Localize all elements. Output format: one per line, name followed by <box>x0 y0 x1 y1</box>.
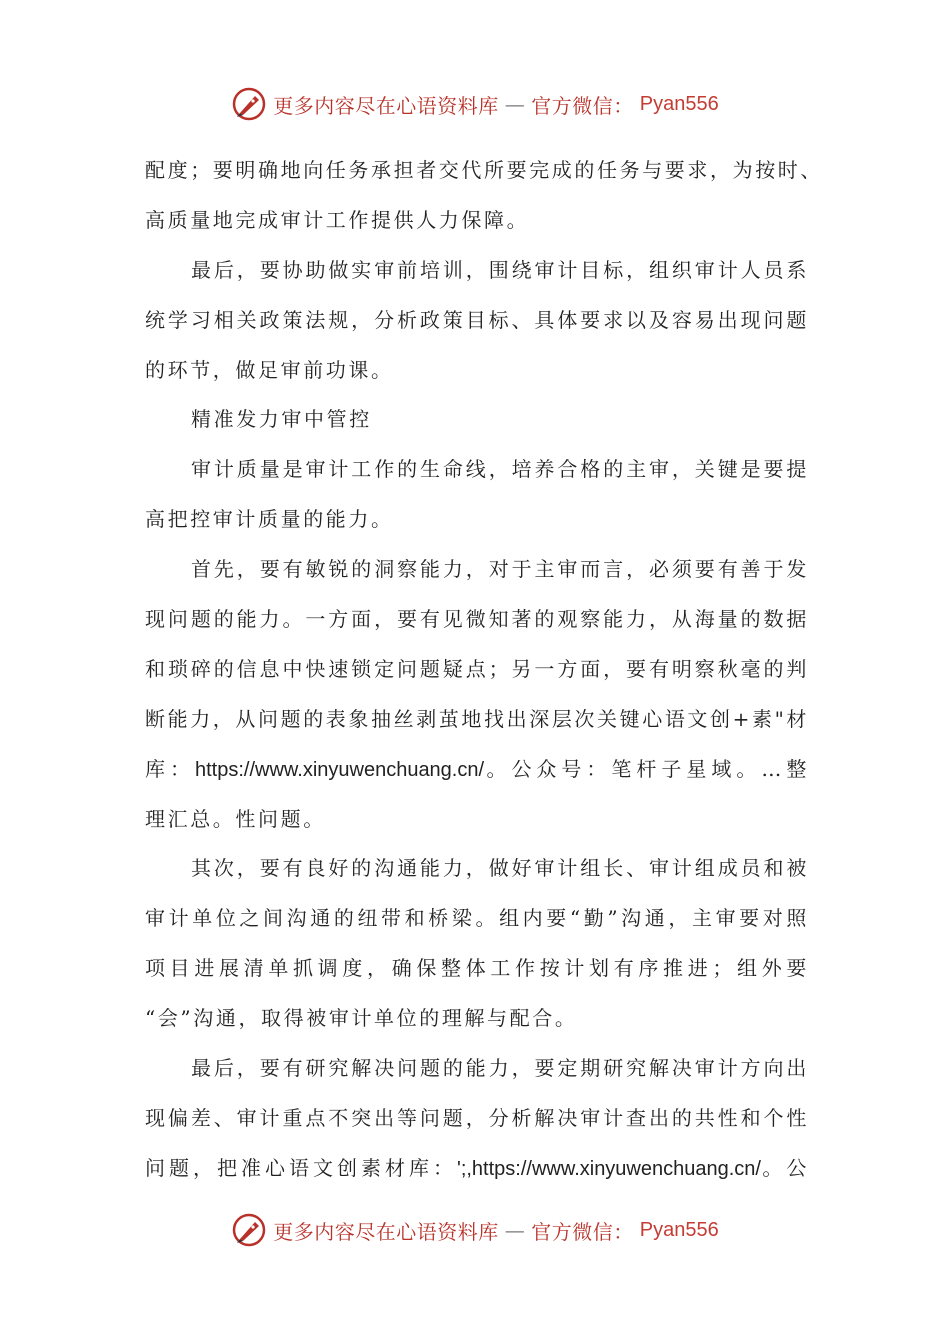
text-line: 高质量地完成审计工作提供人力保障。 <box>145 207 530 232</box>
section-heading: 精准发力审中管控 <box>191 407 372 432</box>
text-line: 和琐碎的信息中快速锁定问题疑点；另一方面，要有明察秋毫的判 <box>145 656 809 681</box>
text-line: 理汇总。性问题。 <box>145 806 326 831</box>
text-line: 配度；要明确地向任务承担者交代所要完成的任务与要求，为按时、 <box>145 158 823 182</box>
text-line: 最后，要协助做实审前培训，围绕审计目标，组织审计人员系 <box>191 257 809 282</box>
text-fragment: 问题，把准心语文创素材库： <box>145 1155 457 1180</box>
pen-nib-logo-icon <box>231 86 267 122</box>
url-link[interactable]: ';,https://www.xinyuwenchuang.cn/ <box>457 1157 761 1180</box>
text-line: 的环节，做足审前功课。 <box>145 357 394 382</box>
text-line: 审计质量是审计工作的生命线，培养合格的主审，关键是要提 <box>191 457 809 482</box>
text-line: 其次，要有良好的沟通能力，做好审计组长、审计组成员和被 <box>191 856 809 881</box>
text-fragment: 库： <box>145 756 195 781</box>
pen-nib-logo-icon <box>231 1212 267 1248</box>
text-line: 现问题的能力。一方面，要有见微知著的观察能力，从海量的数据 <box>145 607 809 632</box>
text-line: 审计单位之间沟通的纽带和桥梁。组内要“勤”沟通，主审要对照 <box>145 906 809 931</box>
text-line: 统学习相关政策法规，分析政策目标、具体要求以及容易出现问题 <box>145 307 809 332</box>
text-fragment: 。公 <box>760 1155 809 1180</box>
text-line: 断能力，从问题的表象抽丝剥茧地找出深层次关键心语文创+素"材 <box>145 706 809 731</box>
header-wechat-label: 官方微信： <box>531 93 634 118</box>
text-line-with-link <box>145 745 809 795</box>
text-line: 最后，要有研究解决问题的能力，要定期研究解决审计方向出 <box>191 1056 809 1081</box>
url-link[interactable]: https://www.xinyuwenchuang.cn/ <box>195 758 485 781</box>
text-line-with-link <box>145 1144 809 1194</box>
footer-banner <box>0 1210 950 1250</box>
text-line: 高把控审计质量的能力。 <box>145 507 394 532</box>
footer-promo-text: 更多内容尽在心语资料库 <box>273 1219 499 1244</box>
text-line: 首先，要有敏锐的洞察能力，对于主审而言，必须要有善于发 <box>191 557 809 582</box>
document-body <box>145 146 823 1194</box>
header-separator: — <box>504 92 526 116</box>
text-line: “会”沟通，取得被审计单位的理解与配合。 <box>145 1006 578 1031</box>
text-fragment: 。公众号：笔杆子星域。…整 <box>484 756 809 781</box>
footer-wechat-label: 官方微信： <box>531 1219 634 1244</box>
header-promo-text: 更多内容尽在心语资料库 <box>273 93 499 118</box>
footer-wechat-handle: Pyan556 <box>639 1218 719 1241</box>
text-line: 项目进展清单抓调度，确保整体工作按计划有序推进；组外要 <box>145 956 809 981</box>
header-wechat-handle: Pyan556 <box>639 92 719 115</box>
text-line: 现偏差、审计重点不突出等问题，分析解决审计查出的共性和个性 <box>145 1105 809 1130</box>
header-banner <box>0 84 950 124</box>
footer-separator: — <box>504 1218 526 1242</box>
